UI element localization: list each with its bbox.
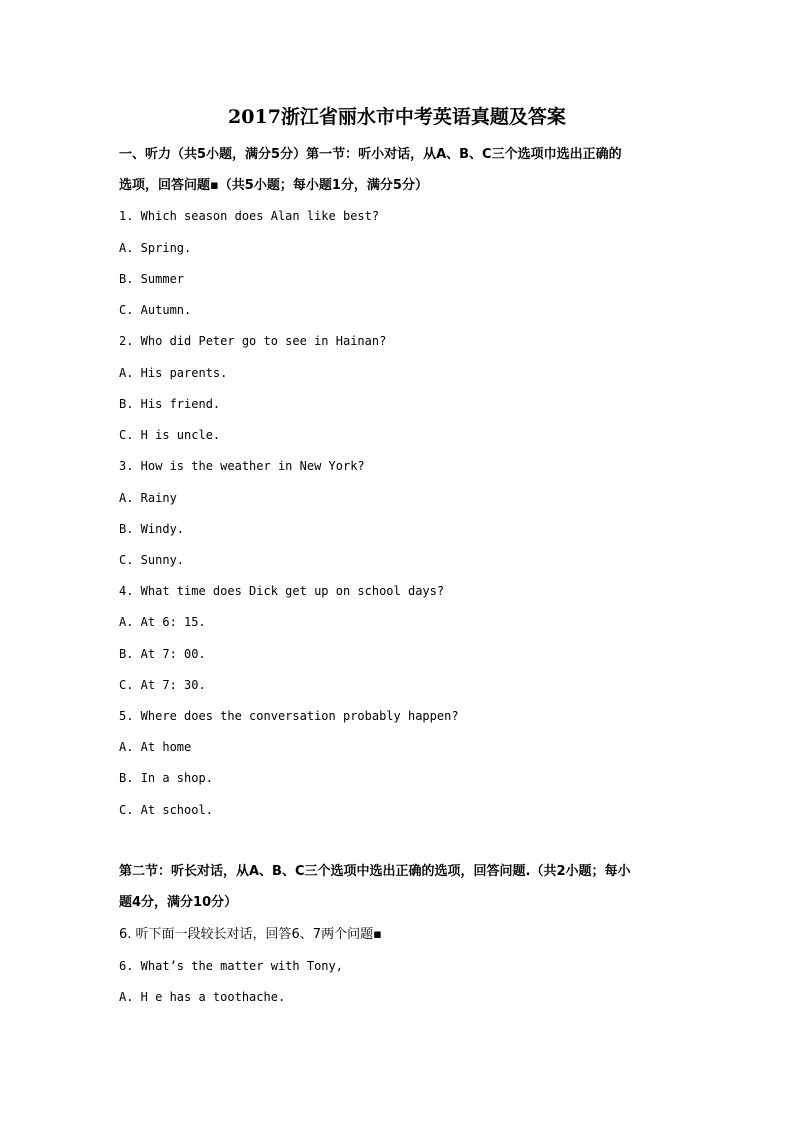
option-line: A. H e has a toothache. <box>119 990 286 1004</box>
question-1: 1. Which season does Alan like best? <box>119 209 380 223</box>
option-line: B. His friend. <box>119 397 221 411</box>
question-3: 3. How is the weather in New York? <box>119 459 365 473</box>
question-4: 4. What time does Dick get up on school days? <box>119 584 445 598</box>
option-line: A. At 6: 15. <box>119 615 206 629</box>
option-line: A. Rainy <box>119 491 177 505</box>
question-2: 2. Who did Peter go to see in Hainan? <box>119 334 387 348</box>
question-5: 5. Where does the conversation probably happen? <box>119 709 459 723</box>
option-line: C. Autumn. <box>119 303 192 317</box>
section2-instruction: 6. 听下面一段较长对话，回答6、7两个问题▪ <box>119 927 382 942</box>
option-line: C. Sunny. <box>119 553 185 567</box>
option-line: A. His parents. <box>119 366 228 380</box>
question-6: 6. What’s the matter with Tony, <box>119 959 343 973</box>
option-line: B. At 7: 00. <box>119 647 206 661</box>
document-title: 2017浙江省丽水市中考英语真题及答案 <box>228 106 566 128</box>
section1-heading-line2: 选项，回答问题▪（共5小题；每小题1分，满分5分） <box>119 178 428 193</box>
option-line: B. In a shop. <box>119 771 213 785</box>
option-line: C. At 7: 30. <box>119 678 206 692</box>
option-line: B. Windy. <box>119 522 185 536</box>
option-line: C. H is uncle. <box>119 428 221 442</box>
section1-heading-line1: 一、听力（共5小题，满分5分）第一节：听小对话，从A、B、C三个选项巾选出正确的 <box>119 147 622 162</box>
section2-heading-line1: 第二节：听长对话，从A、B、C三个选项中选出正确的选项，回答问题.（共2小题；每小 <box>119 864 631 879</box>
option-line: B. Summer <box>119 272 185 286</box>
option-line: C. At school. <box>119 803 213 817</box>
section2-heading-line2: 题4分，满分10分） <box>119 895 238 910</box>
option-line: A. At home <box>119 740 192 754</box>
option-line: A. Spring. <box>119 241 192 255</box>
